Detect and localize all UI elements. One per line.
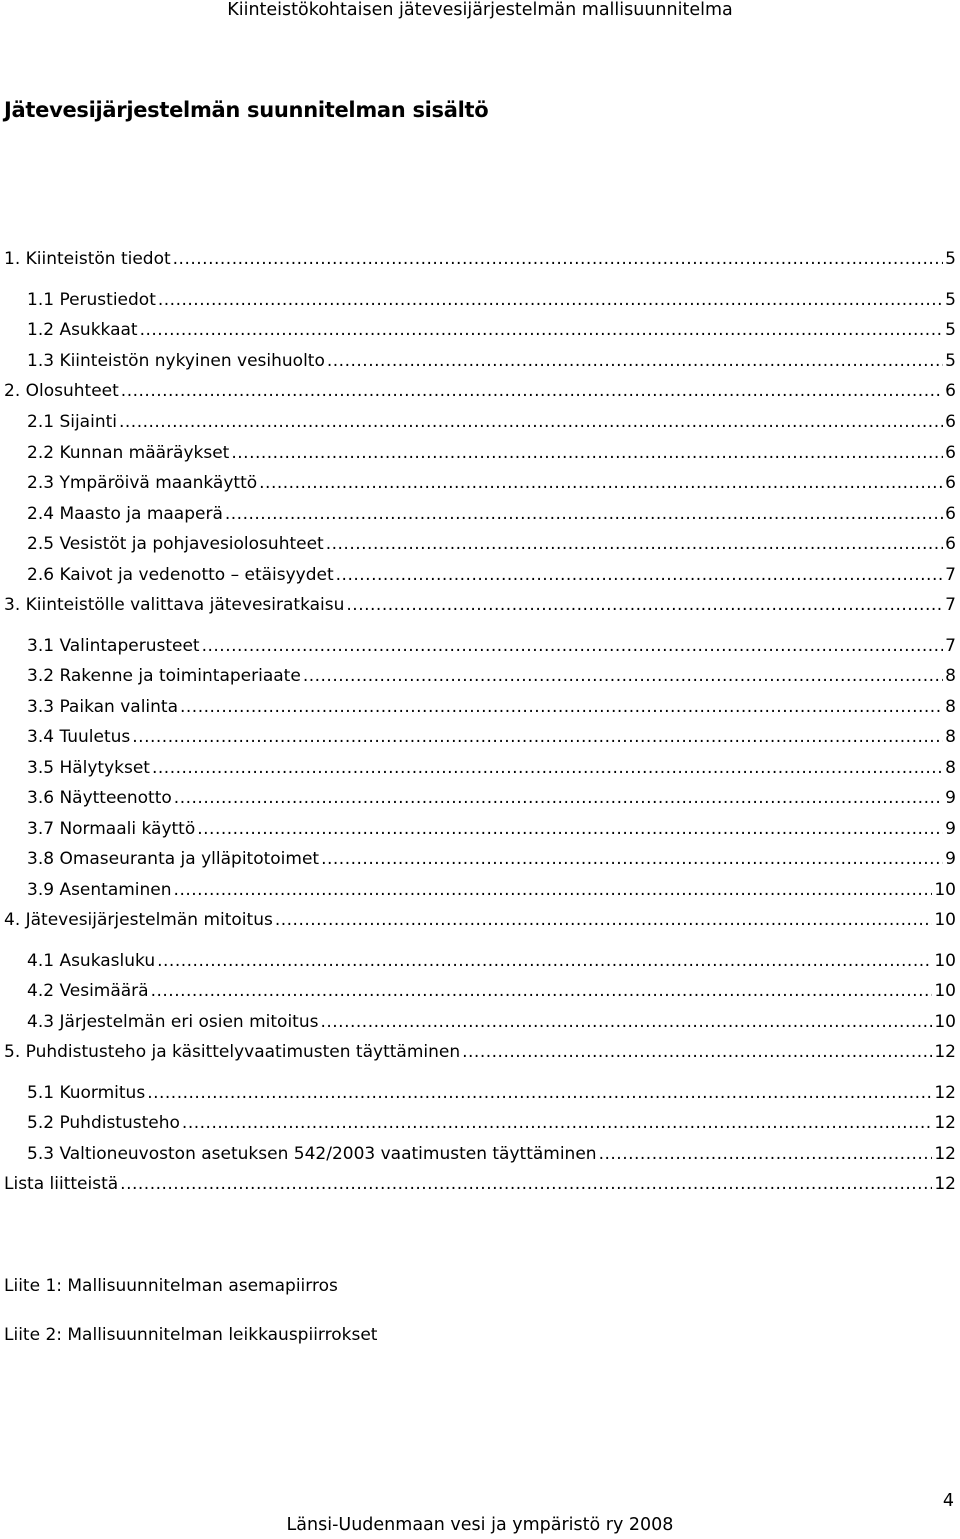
toc-entry-page: 9 [945,788,956,808]
toc-entry[interactable] [0,318,960,342]
toc-leader-dots [157,949,932,973]
toc-entry-page: 5 [945,249,956,269]
toc-entry-label: 3.2 Rakenne ja toimintaperiaate [27,666,301,686]
toc-leader-dots [336,563,944,587]
toc-entry-label: 2. Olosuhteet [4,381,119,401]
toc-entry[interactable] [0,878,960,902]
toc-leader-dots [202,634,944,658]
toc-entry[interactable] [0,410,960,434]
toc-entry[interactable] [0,1111,960,1135]
toc-entry-label: 3.6 Näytteenotto [27,788,172,808]
toc-entry[interactable] [0,379,960,403]
toc-entry[interactable] [0,288,960,312]
toc-leader-dots [327,349,943,373]
toc-entry[interactable] [0,502,960,526]
toc-entry[interactable] [0,634,960,658]
toc-entry-page: 10 [934,981,956,1001]
toc-entry[interactable] [0,1010,960,1034]
toc-leader-dots [320,1010,932,1034]
toc-leader-dots [120,1172,932,1196]
toc-entry-page: 12 [934,1113,956,1133]
toc-entry-page: 7 [945,595,956,615]
toc-entry[interactable] [0,532,960,556]
toc-entry[interactable] [0,349,960,373]
toc-entry-page: 5 [945,320,956,340]
toc-leader-dots [225,502,943,526]
toc-entry-page: 6 [945,504,956,524]
toc-leader-dots [303,664,943,688]
toc-entry-page: 12 [934,1042,956,1062]
toc-leader-dots [599,1142,933,1166]
toc-leader-dots [321,847,943,871]
toc-entry-label: 1.3 Kiinteistön nykyinen vesihuolto [27,351,325,371]
toc-leader-dots [174,878,933,902]
toc-entry-page: 10 [934,951,956,971]
toc-entry-page: 5 [945,351,956,371]
toc-entry-page: 6 [945,443,956,463]
toc-entry[interactable] [0,949,960,973]
page-footer: Länsi-Uudenmaan vesi ja ympäristö ry 2008 [286,1515,674,1535]
toc-entry-label: 1.1 Perustiedot [27,290,156,310]
toc-entry[interactable] [0,563,960,587]
toc-entry-page: 6 [945,473,956,493]
toc-entry-label: 3.9 Asentaminen [27,880,172,900]
toc-entry-label: 4. Jätevesijärjestelmän mitoitus [4,910,273,930]
toc-leader-dots [121,379,943,403]
toc-entry[interactable] [0,664,960,688]
toc-entry-label: 3.7 Normaali käyttö [27,819,196,839]
page-header: Kiinteistökohtaisen jätevesijärjestelmän mallisuunnitelma [227,0,733,20]
toc-entry-label: 4.3 Järjestelmän eri osien mitoitus [27,1012,319,1032]
toc-entry[interactable] [0,441,960,465]
toc-entry-page: 12 [934,1174,956,1194]
toc-leader-dots [326,532,943,556]
toc-entry[interactable] [0,1081,960,1105]
toc-leader-dots [182,1111,932,1135]
toc-entry-page: 12 [934,1083,956,1103]
toc-entry[interactable] [0,1040,960,1064]
toc-entry[interactable] [0,817,960,841]
toc-entry[interactable] [0,695,960,719]
toc-entry-label: 5. Puhdistusteho ja käsittelyvaatimusten täyttäminen [4,1042,461,1062]
toc-entry-page: 6 [945,412,956,432]
toc-entry-page: 8 [945,727,956,747]
toc-entry-label: 4.2 Vesimäärä [27,981,149,1001]
toc-entry-label: 2.6 Kaivot ja vedenotto – etäisyydet [27,565,334,585]
toc-entry-label: 1. Kiinteistön tiedot [4,249,171,269]
toc-entry-page: 10 [934,910,956,930]
toc-entry-page: 8 [945,697,956,717]
toc-entry[interactable] [0,471,960,495]
toc-entry-label: 3.8 Omaseuranta ja ylläpitotoimet [27,849,320,869]
toc-leader-dots [231,441,943,465]
toc-entry-label: 2.2 Kunnan määräykset [27,443,230,463]
toc-entry[interactable] [0,247,960,271]
appendix-item: Liite 2: Mallisuunnitelman leikkauspiirrokset [4,1325,378,1345]
toc-entry-page: 8 [945,758,956,778]
toc-entry-label: 1.2 Asukkaat [27,320,138,340]
toc-leader-dots [180,695,943,719]
toc-leader-dots [147,1081,932,1105]
toc-entry-label: 3.4 Tuuletus [27,727,131,747]
toc-entry-page: 8 [945,666,956,686]
toc-entry-page: 7 [945,565,956,585]
toc-entry[interactable] [0,1142,960,1166]
toc-entry[interactable] [0,786,960,810]
document-title: Jätevesijärjestelmän suunnitelman sisältö [4,98,489,122]
toc-entry-label: 2.5 Vesistöt ja pohjavesiolosuhteet [27,534,324,554]
toc-entry[interactable] [0,1172,960,1196]
toc-entry[interactable] [0,593,960,617]
toc-leader-dots [132,725,943,749]
toc-entry-page: 9 [945,819,956,839]
toc-entry-page: 7 [945,636,956,656]
toc-entry-label: 2.4 Maasto ja maaperä [27,504,223,524]
toc-entry-page: 10 [934,1012,956,1032]
toc-entry[interactable] [0,847,960,871]
toc-entry-label: 3.3 Paikan valinta [27,697,178,717]
toc-leader-dots [259,471,943,495]
toc-leader-dots [462,1040,932,1064]
toc-entry-page: 12 [934,1144,956,1164]
toc-leader-dots [140,318,944,342]
toc-leader-dots [151,979,933,1003]
toc-leader-dots [346,593,943,617]
toc-entry-label: 2.3 Ympäröivä maankäyttö [27,473,258,493]
toc-entry-label: 5.2 Puhdistusteho [27,1113,180,1133]
toc-entry[interactable] [0,725,960,749]
toc-entry-label: 5.3 Valtioneuvoston asetuksen 542/2003 vaatimusten täyttäminen [27,1144,597,1164]
toc-entry[interactable] [0,756,960,780]
toc-entry-page: 10 [934,880,956,900]
toc-leader-dots [197,817,943,841]
toc-entry-page: 6 [945,534,956,554]
toc-entry-label: Lista liitteistä [4,1174,119,1194]
toc-entry-label: 3. Kiinteistölle valittava jätevesiratkaisu [4,595,345,615]
toc-leader-dots [275,908,933,932]
toc-entry[interactable] [0,979,960,1003]
toc-entry-page: 9 [945,849,956,869]
toc-entry-label: 4.1 Asukasluku [27,951,156,971]
toc-entry-label: 2.1 Sijainti [27,412,117,432]
toc-leader-dots [152,756,943,780]
toc-leader-dots [174,786,943,810]
appendix-item: Liite 1: Mallisuunnitelman asemapiirros [4,1276,338,1296]
toc-entry-label: 3.5 Hälytykset [27,758,150,778]
toc-leader-dots [173,247,944,271]
page-number: 4 [942,1491,954,1511]
toc-entry-page: 5 [945,290,956,310]
toc-leader-dots [158,288,943,312]
toc-entry-page: 6 [945,381,956,401]
toc-leader-dots [119,410,943,434]
toc-entry-label: 3.1 Valintaperusteet [27,636,200,656]
toc-entry-label: 5.1 Kuormitus [27,1083,146,1103]
toc-entry[interactable] [0,908,960,932]
